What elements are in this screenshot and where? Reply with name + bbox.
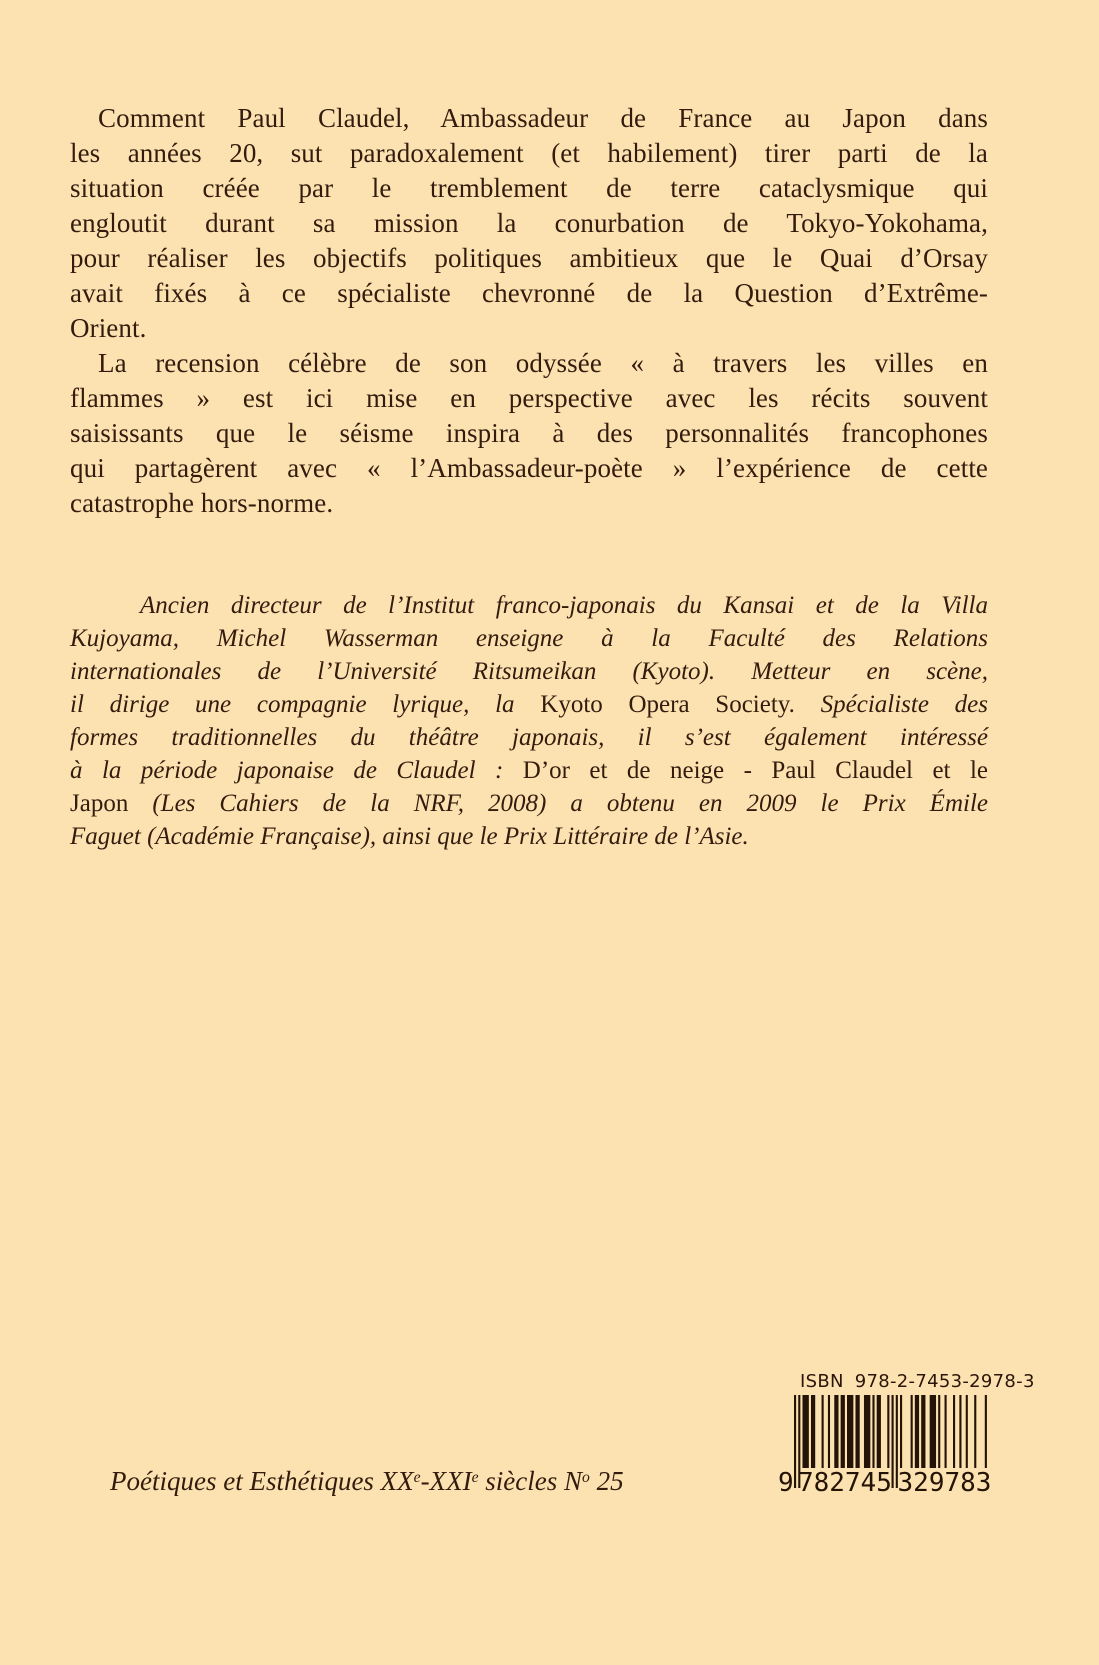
synopsis-block [70,101,988,521]
text-line [70,688,988,721]
text-line: catastrophe hors-norme. [70,488,334,518]
text-line [70,820,988,853]
text-segment: Spécialiste des [794,691,988,718]
text-segment: Kujoyama, Michel Wasserman enseigne à la Faculté des Relations [70,625,988,652]
text-line: situation créée par le tremblement de terre cataclysmique qui [70,173,988,203]
isbn-label-number: 978-2-7453-2978-3 [854,1371,1035,1392]
text-segment: o [582,1469,590,1486]
barcode-digit-first: 9 [778,1468,794,1495]
series-title [110,1462,624,1497]
text-segment: siècles N [478,1465,583,1496]
text-line [70,589,988,622]
text-line [70,787,988,820]
text-segment: -XXI [420,1465,472,1496]
text-line [70,622,988,655]
text-segment: e [471,1469,479,1486]
text-segment: il dirige une compagnie lyrique, la [70,691,541,718]
text-line: La recension célèbre de son odyssée « à travers les villes en [98,348,988,378]
text-line: les années 20, sut paradoxalement (et habilement) tirer parti de la [70,138,988,168]
isbn-block [776,1371,1035,1495]
text-line: saisissants que le séisme inspira à des personnalités francophones [70,418,988,448]
text-segment: D’or et de neige - Paul Claudel et le [522,757,988,784]
text-segment: internationales de l’Université Ritsumeikan (Kyoto). Metteur en scène, [70,658,988,685]
text-segment: Ancien directeur de l’Institut franco-japonais du Kansai et de la Villa [140,592,988,619]
author-bio-block [70,589,988,853]
barcode-digits-right: 329783 [897,1468,992,1495]
text-line: pour réaliser les objectifs politiques ambitieux que le Quai d’Orsay [70,243,988,273]
text-segment: à la période japonaise de Claudel : [70,757,523,784]
text-line: qui partagèrent avec « l’Ambassadeur-poète » l’expérience de cette [70,453,988,483]
text-segment: (Les Cahiers de la NRF, 2008) a obtenu en 2009 le Prix Émile [152,790,988,817]
text-segment: Faguet (Académie Française), ainsi que le Prix Littéraire de l’Asie. [70,823,749,850]
text-segment: 25 [589,1465,624,1496]
synopsis-paragraph-2 [70,346,988,521]
text-line: Orient. [70,313,147,343]
barcode [776,1395,1000,1495]
text-line: engloutit durant sa mission la conurbation de Tokyo-Yokohama, [70,208,988,238]
text-segment: Kyoto Opera Society. [540,691,795,718]
text-segment: formes traditionnelles du théâtre japonais, il s’est également intéressé [70,724,988,751]
isbn-label-prefix: ISBN [800,1371,844,1392]
text-segment: Poétiques et Esthétiques XX [110,1465,414,1496]
text-line [70,754,988,787]
text-line [70,655,988,688]
barcode-digits-left: 782745 [797,1468,892,1495]
synopsis-paragraph-1 [70,101,988,346]
text-line: Comment Paul Claudel, Ambassadeur de France au Japon dans [98,103,988,133]
isbn-label [800,1371,1035,1392]
text-segment: Japon [70,790,153,817]
text-segment: e [413,1469,421,1486]
text-line: avait fixés à ce spécialiste chevronné de la Question d’Extrême- [70,278,988,308]
text-line [70,721,988,754]
text-line: flammes » est ici mise en perspective avec les récits souvent [70,383,988,413]
